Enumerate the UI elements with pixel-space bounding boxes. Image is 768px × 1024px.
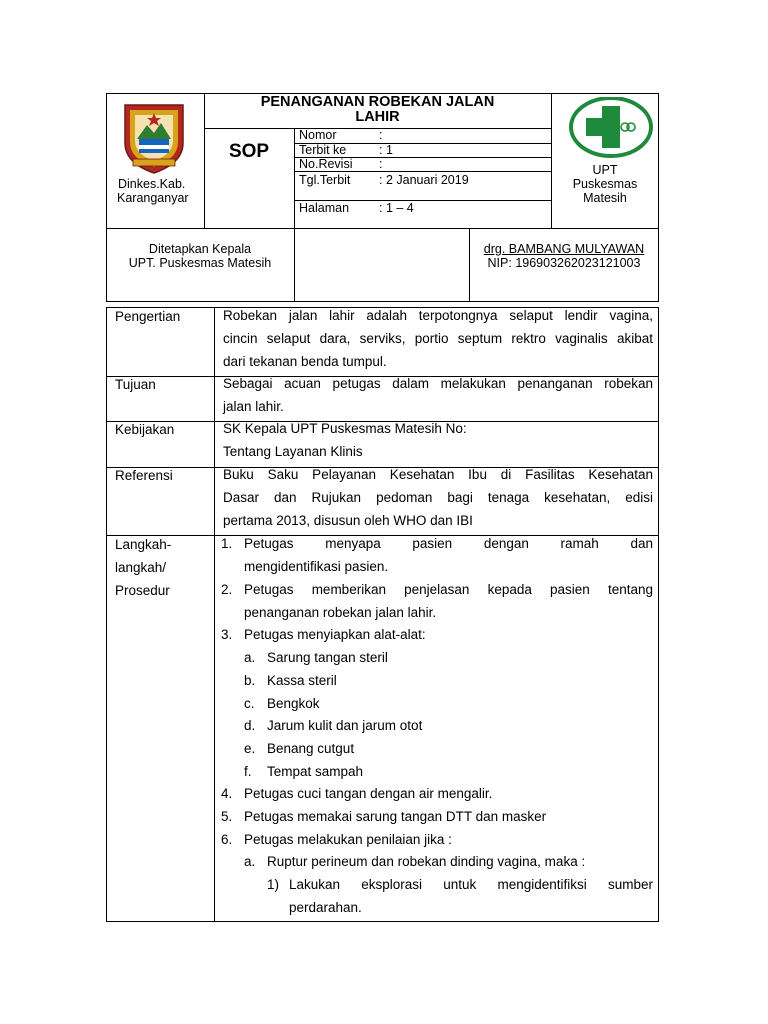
kabupaten-karanganyar-logo bbox=[117, 99, 191, 180]
step-2-text: Petugas memberikan penjelasan kepada pasien tentang penanganan robekan jalan lahir. bbox=[244, 582, 653, 620]
sop-header-table bbox=[106, 93, 659, 302]
row-label-langkah-2: langkah/ bbox=[115, 560, 167, 575]
step-2-number: 2. bbox=[221, 582, 233, 597]
approval-line1: Ditetapkan Kepala bbox=[148, 242, 252, 256]
row-label-referensi: Referensi bbox=[115, 468, 173, 483]
step-3b-text: Kassa steril bbox=[267, 673, 337, 688]
meta-value-halaman: : 1 – 4 bbox=[379, 201, 414, 215]
sop-label: SOP bbox=[228, 141, 270, 162]
signer-nip: NIP: 196903262023121003 bbox=[487, 256, 641, 270]
step-6a-text: Ruptur perineum dan robekan dinding vagina, maka : bbox=[267, 854, 586, 869]
step-3d-text: Jarum kulit dan jarum otot bbox=[267, 718, 423, 733]
step-3e-number: e. bbox=[244, 741, 256, 756]
step-3b-number: b. bbox=[244, 673, 256, 688]
step-3c-number: c. bbox=[244, 696, 255, 711]
step-4-number: 4. bbox=[221, 786, 233, 801]
step-3-text: Petugas menyiapkan alat-alat: bbox=[244, 627, 426, 642]
step-3c-text: Bengkok bbox=[267, 696, 320, 711]
puskesmas-logo bbox=[569, 97, 653, 168]
sop-content-table bbox=[106, 307, 659, 922]
step-5-number: 5. bbox=[221, 809, 233, 824]
row-text-pengertian: Robekan jalan lahir adalah terpotongnya selaput lendir vagina, cincin selaput dara, serviks, portio septum rektro vaginalis akibat dari tekanan benda tumpul. bbox=[223, 308, 653, 369]
row-label-kebijakan: Kebijakan bbox=[115, 422, 175, 437]
step-6a1-number: 1) bbox=[267, 877, 280, 892]
step-1-text: Petugas menyapa pasien dengan ramah dan mengidentifikasi pasien. bbox=[244, 536, 653, 574]
step-3f-text: Tempat sampah bbox=[267, 764, 364, 779]
meta-value-nomor: : bbox=[379, 128, 383, 142]
step-1-number: 1. bbox=[221, 536, 233, 551]
meta-value-revisi: : bbox=[379, 157, 383, 171]
org-left-line2: Karanganyar bbox=[117, 191, 189, 205]
meta-label-terbit: Terbit ke bbox=[299, 143, 347, 157]
step-4-text: Petugas cuci tangan dengan air mengalir. bbox=[244, 786, 493, 801]
row-label-langkah-3: Prosedur bbox=[115, 583, 170, 598]
approval-line2: UPT. Puskesmas Matesih bbox=[128, 256, 272, 270]
row-label-tujuan: Tujuan bbox=[115, 377, 156, 392]
meta-label-revisi: No.Revisi bbox=[299, 157, 353, 171]
sop-title-line2: LAHIR bbox=[355, 109, 400, 125]
signer-name: drg. BAMBANG MULYAWAN bbox=[483, 242, 645, 256]
meta-label-tgl: Tgl.Terbit bbox=[299, 173, 351, 187]
step-6-number: 6. bbox=[221, 832, 233, 847]
row-text-tujuan: Sebagai acuan petugas dalam melakukan penanganan robekan jalan lahir. bbox=[223, 376, 653, 414]
step-3a-number: a. bbox=[244, 650, 256, 665]
meta-label-halaman: Halaman bbox=[299, 201, 350, 215]
step-6a1-text: Lakukan eksplorasi untuk mengidentifiksi sumber perdarahan. bbox=[289, 877, 653, 915]
sop-title-line1: PENANGANAN ROBEKAN JALAN bbox=[260, 94, 495, 110]
row-label-langkah-1: Langkah- bbox=[115, 537, 172, 552]
step-3d-number: d. bbox=[244, 718, 256, 733]
step-3e-text: Benang cutgut bbox=[267, 741, 355, 756]
step-6a-number: a. bbox=[244, 854, 256, 869]
meta-label-nomor: Nomor bbox=[299, 128, 337, 142]
meta-value-tgl: : 2 Januari 2019 bbox=[379, 173, 469, 187]
step-3-number: 3. bbox=[221, 627, 233, 642]
org-left-line1: Dinkes.Kab. bbox=[118, 177, 186, 191]
row-text-referensi: Buku Saku Pelayanan Kesehatan Ibu di Fasilitas Kesehatan Dasar dan Rujukan pedoman bagi tenaga kesehatan, edisi pertama 2013, disusun oleh WHO dan IBI bbox=[223, 467, 653, 528]
step-5-text: Petugas memakai sarung tangan DTT dan masker bbox=[244, 809, 547, 824]
step-6-text: Petugas melakukan penilaian jika : bbox=[244, 832, 452, 847]
meta-value-terbit: : 1 bbox=[379, 143, 393, 157]
row-label-pengertian: Pengertian bbox=[115, 309, 181, 324]
row-text-kebijakan: SK Kepala UPT Puskesmas Matesih No: Tentang Layanan Klinis bbox=[223, 421, 467, 459]
org-right-line3: Matesih bbox=[583, 191, 627, 205]
org-right-line1: UPT bbox=[592, 163, 618, 177]
org-right-line2: Puskesmas bbox=[572, 177, 638, 191]
step-3a-text: Sarung tangan steril bbox=[267, 650, 388, 665]
step-3f-number: f. bbox=[244, 764, 252, 779]
